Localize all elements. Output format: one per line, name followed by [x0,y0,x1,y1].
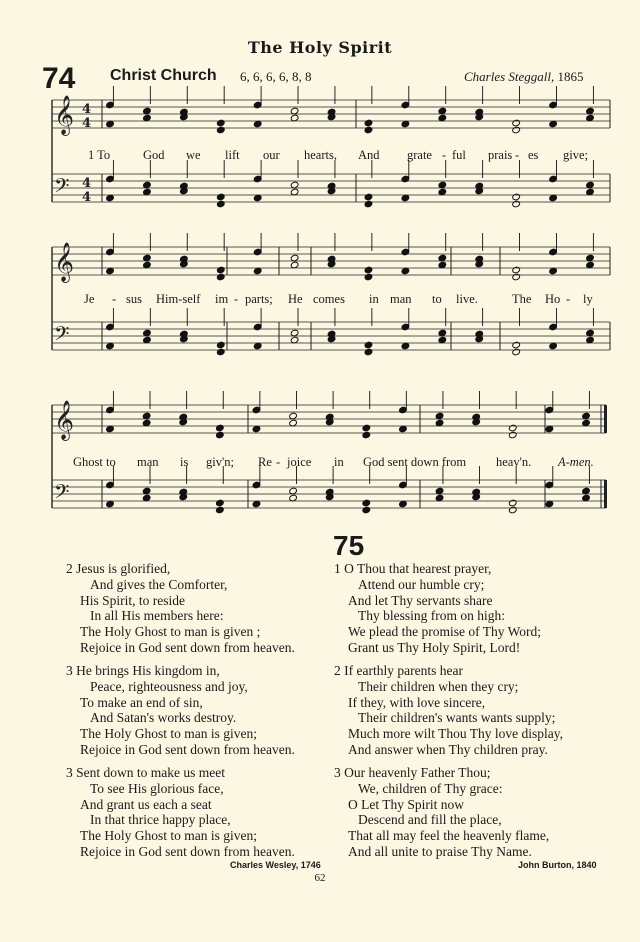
verse-line: To see His glorious face, [90,780,224,796]
verse-line: O Let Thy Spirit now [348,796,464,812]
composer-year: 1865 [557,69,584,84]
hymn74-verse-4 [66,765,295,860]
treble-clef: 𝄞 [54,95,75,135]
note-head [216,499,225,507]
hymn75-author-credit: John Burton, 1840 [518,860,597,870]
verse-line: Descend and fill the place, [358,812,502,828]
lyric-syllable: God [143,148,165,162]
verse-line: And Satan's works destroy. [90,710,237,726]
verse-line: In all His members here: [90,608,224,624]
verse-line: Attend our humble cry; [358,576,485,592]
verse-line: And answer when Thy children pray. [348,741,548,757]
verse-line: Our heavenly Father Thou; [344,765,491,780]
lyric-syllable: Ho [545,292,561,306]
time-signature-bottom: 4 [82,116,92,131]
note-head [508,431,517,439]
section-title: The Holy Spirit [247,38,393,57]
final-bar-thick [604,480,607,508]
time-signature-top: 4 [82,176,92,191]
lyric-syllable: giv'n; [206,455,234,469]
verse-line: Sent down to make us meet [76,765,225,780]
lyric-syllable: - [276,455,281,469]
note-head [216,431,225,439]
hymn74-author-credit: Charles Wesley, 1746 [230,860,321,870]
lyric-syllable: sus [126,292,142,306]
lyric-syllable: live. [456,292,478,306]
note-head [364,273,373,281]
verse-line: If they, with love sincere, [348,694,486,710]
note-head [216,200,225,208]
verse-line: O Thou that hearest prayer, [344,561,492,576]
note-head [216,193,225,201]
treble-clef: 𝄞 [54,400,75,440]
hymn75-verse-1 [334,561,541,656]
lyric-syllable: lift [225,148,240,162]
note-head [364,200,373,208]
verse-line: He brings His kingdom in, [76,663,220,678]
hymn-number-74: 74 [42,62,76,95]
lyric-syllable: our [263,148,280,162]
hymn75-verse-3 [334,765,549,860]
note-head [216,424,225,432]
lyric-syllable: is [180,455,189,469]
lyric-syllable: He [288,292,303,306]
verse-line: In that thrice happy place, [90,812,231,828]
lyric-syllable: - [515,148,520,162]
lyric-syllable: Je [84,292,95,306]
note-head [512,273,521,281]
bass-clef: 𝄢 [54,480,70,508]
lyric-syllable: in [369,292,379,306]
note-head [512,341,521,349]
note-head [364,193,373,201]
note-head [508,499,517,507]
note-head [512,200,521,208]
verse-number: 3 [66,765,73,780]
lyric-syllable: Ghost to [73,455,116,469]
hymn75-verse-2 [334,663,563,758]
lyric-syllable: in [334,455,344,469]
tune-name: Christ Church [110,67,217,84]
verse-line: Rejoice in God sent down from heaven. [80,741,295,757]
lyric-syllable: The [512,292,532,306]
verse-number: 3 [66,663,73,678]
verse-line: And grant us each a seat [80,796,212,812]
verse-number: 1 [334,561,341,576]
lyric-syllable: prais [488,148,513,162]
bass-clef: 𝄢 [54,174,70,202]
bass-clef: 𝄢 [54,322,70,350]
verse-number: 2 [66,561,73,576]
meter: 6, 6, 6, 6, 8, 8 [240,69,312,84]
note-head [512,266,521,274]
verse-number: 2 [334,663,341,678]
note-head [512,348,521,356]
verse-line: To make an end of sin, [80,694,203,710]
verse-line: The Holy Ghost to man is given; [80,726,257,742]
treble-clef: 𝄞 [54,242,75,282]
lyric-syllable: to [432,292,442,306]
note-head [364,341,373,349]
verse-line: Rejoice in God sent down from heaven. [80,843,295,859]
lyric-syllable: ful [452,148,466,162]
lyric-syllable: 1 To [88,148,111,162]
note-head [362,431,371,439]
note-head [512,126,521,134]
hymn74-verse-3 [66,663,295,758]
note-head [512,119,521,127]
verse-line: Grant us Thy Holy Spirit, Lord! [348,639,521,655]
note-head [364,119,373,127]
verse-line: If earthly parents hear [344,663,463,678]
lyric-syllable: parts; [245,292,273,306]
verse-line: His Spirit, to reside [80,592,185,608]
lyric-syllable: Him-self [156,292,201,306]
page-number: 62 [314,872,326,884]
verse-line: And all unite to praise Thy Name. [348,843,532,859]
time-signature-bottom: 4 [82,190,92,205]
lyric-syllable: we [186,148,201,162]
lyric-syllable: heav'n. [496,455,532,469]
verse-line: Jesus is glorified, [76,561,171,576]
time-signature-top: 4 [82,102,92,117]
note-head [216,341,225,349]
note-head [216,119,225,127]
verse-line: Their children when they cry; [358,678,519,694]
lyric-syllable: grate [407,148,432,162]
hymn-number-75: 75 [333,530,365,561]
verse-line: That all may feel the heavenly flame, [348,828,550,844]
lyric-syllable: es [528,148,539,162]
note-head [512,193,521,201]
lyric-syllable: man [137,455,159,469]
note-head [364,266,373,274]
lyric-syllable: - [234,292,239,306]
lyric-syllable: And [358,148,380,162]
lyric-syllable: give; [563,148,588,162]
verse-line: And let Thy servants share [348,592,493,608]
lyric-syllable: im [215,292,229,306]
lyric-syllable: - [112,292,117,306]
composer-name: Charles Steggall, [464,69,555,84]
verse-line: Thy blessing from on high: [358,608,505,624]
lyric-amen: A-men. [558,455,594,469]
verse-line: Their children's wants wants supply; [358,710,556,726]
final-bar-thick [604,405,607,433]
note-head [216,348,225,356]
note-head [216,126,225,134]
note-head [216,506,225,514]
lyric-syllable: ly [583,292,593,306]
verse-line: Much more wilt Thou Thy love display, [348,726,563,742]
lyric-syllable: joice [287,455,312,469]
lyric-syllable: - [566,292,571,306]
verse-line: And gives the Comforter, [90,576,228,592]
lyric-syllable: hearts, [304,148,337,162]
lyric-syllable: - [442,148,447,162]
hymn74-verse-2 [66,561,295,656]
note-head [508,506,517,514]
lyric-syllable: man [390,292,412,306]
lyric-syllable: comes [313,292,345,306]
lyric-syllable: God sent down from [363,455,467,469]
verse-line: We plead the promise of Thy Word; [348,624,542,640]
note-head [216,266,225,274]
note-head [364,126,373,134]
verse-line: Peace, righteousness and joy, [90,678,248,694]
note-head [508,424,517,432]
verse-line: Rejoice in God sent down from heaven. [80,639,295,655]
note-head [362,424,371,432]
verse-line: We, children of Thy grace: [358,780,503,796]
note-head [362,506,371,514]
verse-line: The Holy Ghost to man is given; [80,828,257,844]
note-head [364,348,373,356]
note-head [216,273,225,281]
note-head [362,499,371,507]
verse-number: 3 [334,765,341,780]
verse-line: The Holy Ghost to man is given ; [80,624,261,640]
lyric-syllable: Re [258,455,272,469]
